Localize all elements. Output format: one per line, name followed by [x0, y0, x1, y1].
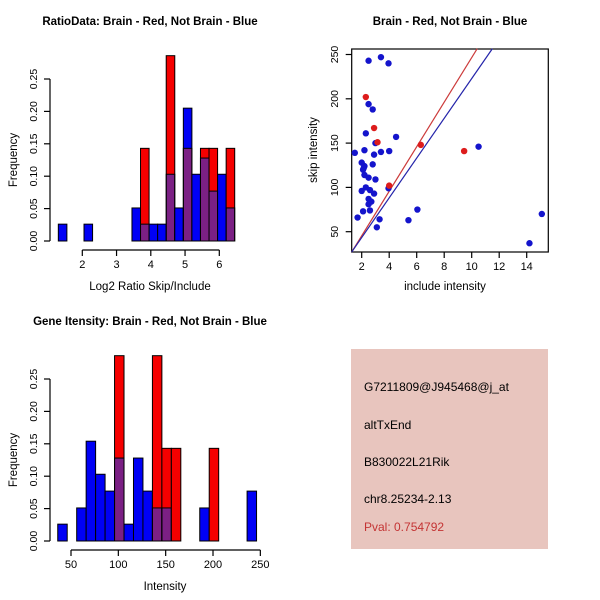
ratio-histogram-title: RatioData: Brain - Red, Not Brain - Blue	[42, 16, 258, 28]
hist-bar-blue	[124, 524, 133, 541]
gene-intensity-xlabel: Intensity	[143, 581, 187, 593]
scatter-point-blue	[526, 240, 532, 246]
x-tick-label: 14	[520, 261, 533, 273]
ratio-histogram-ylabel: Frequency	[8, 132, 20, 188]
y-tick-label: 100	[329, 178, 341, 197]
ratio-histogram-plot	[0, 0, 300, 300]
scatter-point-blue	[367, 207, 373, 213]
y-tick-label: 0.25	[28, 368, 40, 390]
scatter-point-blue	[360, 208, 366, 214]
x-tick-label: 6	[413, 261, 420, 273]
hist-bar-red	[171, 448, 180, 541]
scatter-point-red	[418, 142, 424, 148]
scatter-point-blue	[361, 165, 367, 171]
hist-bar-blue	[175, 208, 184, 241]
y-tick-label: 0.05	[28, 498, 40, 519]
scatter-point-blue	[363, 130, 369, 136]
scatter-point-blue	[386, 148, 392, 154]
scatter-point-red	[374, 139, 380, 145]
hist-bar-overlap	[166, 174, 175, 241]
x-tick-label: 2	[79, 259, 86, 271]
intensity-scatter-plot	[300, 0, 600, 300]
scatter-title: Brain - Red, Not Brain - Blue	[372, 16, 528, 28]
hist-bar-red	[141, 148, 150, 224]
hist-bar-blue	[96, 474, 105, 541]
y-tick-label: 200	[329, 90, 341, 108]
hist-bar-blue	[58, 524, 67, 541]
x-tick-label: 5	[181, 259, 189, 271]
scatter-point-blue	[374, 224, 380, 230]
x-tick-label: 2	[358, 261, 365, 273]
hist-bar-red	[200, 148, 209, 158]
scatter-xlabel: include intensity	[404, 281, 486, 293]
hist-bar-red	[209, 148, 218, 191]
scatter-point-blue	[378, 54, 384, 60]
scatter-point-blue	[371, 190, 377, 196]
hist-bar-blue	[218, 174, 227, 241]
hist-bar-blue	[149, 224, 158, 241]
scatter-point-blue	[378, 149, 384, 155]
y-tick-label: 0.15	[28, 133, 40, 155]
panel-ratio-histogram	[0, 0, 300, 300]
hist-bar-blue	[158, 224, 167, 241]
scatter-point-blue	[385, 60, 391, 66]
probe-id-text: G7211809@J945468@j_at	[364, 380, 509, 394]
panel-gene-intensity-histogram	[0, 300, 300, 600]
scatter-point-red	[386, 182, 392, 188]
y-tick-label: 0.05	[28, 198, 40, 219]
hist-bar-blue	[200, 508, 209, 541]
scatter-point-blue	[352, 150, 358, 156]
scatter-point-blue	[370, 106, 376, 112]
panel-annotation	[300, 300, 600, 600]
ratio-histogram-xlabel: Log2 Ratio Skip/Include	[89, 281, 211, 293]
hist-bar-overlap	[162, 508, 171, 541]
y-tick-label: 50	[329, 225, 341, 238]
hist-bar-overlap	[200, 158, 209, 241]
hist-bar-blue	[247, 491, 256, 541]
scatter-point-red	[363, 94, 369, 100]
scatter-point-blue	[371, 151, 377, 157]
x-tick-label: 150	[156, 559, 175, 571]
hist-bar-blue	[58, 224, 67, 241]
x-tick-label: 4	[386, 261, 393, 273]
scatter-point-blue	[361, 147, 367, 153]
scatter-point-blue	[354, 214, 360, 220]
y-tick-label: 0.10	[28, 165, 40, 187]
scatter-point-blue	[393, 134, 399, 140]
hist-bar-blue	[86, 441, 95, 541]
hist-bar-blue	[143, 491, 152, 541]
hist-bar-blue	[192, 174, 201, 241]
hist-bar-overlap	[209, 191, 218, 241]
gene-intensity-ylabel: Frequency	[8, 432, 20, 488]
x-tick-label: 200	[203, 559, 223, 571]
hist-bar-red	[209, 448, 218, 541]
scatter-point-blue	[372, 176, 378, 182]
scatter-point-blue	[365, 201, 371, 207]
x-tick-label: 8	[441, 261, 448, 273]
hist-bar-blue	[183, 108, 192, 148]
x-tick-label: 6	[216, 259, 223, 271]
x-tick-label: 4	[147, 259, 154, 271]
hist-bar-overlap	[152, 508, 161, 541]
scatter-point-blue	[539, 211, 545, 217]
x-tick-label: 250	[251, 559, 270, 571]
hist-bar-blue	[84, 224, 93, 241]
y-tick-label: 0.20	[28, 401, 40, 422]
gene-intensity-title: Gene Itensity: Brain - Red, Not Brain - Blue	[33, 316, 267, 328]
pval-text: Pval: 0.754792	[364, 520, 445, 534]
hist-bar-red	[152, 356, 161, 508]
y-tick-label: 0.20	[28, 101, 40, 122]
notbrain-regression-line	[352, 49, 493, 252]
scatter-point-blue	[365, 58, 371, 64]
event-type-text: altTxEnd	[364, 418, 412, 432]
hist-bar-blue	[105, 491, 114, 541]
y-tick-label: 0.10	[28, 465, 40, 487]
y-tick-label: 0.15	[28, 433, 40, 455]
hist-bar-red	[226, 148, 235, 208]
scatter-point-blue	[405, 217, 411, 223]
hist-bar-red	[115, 356, 124, 458]
scatter-point-blue	[365, 174, 371, 180]
hist-bar-overlap	[183, 148, 192, 241]
scatter-point-blue	[376, 216, 382, 222]
y-tick-label: 0.00	[28, 230, 40, 252]
x-tick-label: 12	[493, 261, 506, 273]
x-tick-label: 100	[109, 559, 128, 571]
x-tick-label: 3	[113, 259, 120, 271]
hist-bar-overlap	[115, 458, 124, 541]
scatter-point-blue	[475, 143, 481, 149]
x-tick-label: 50	[64, 559, 78, 571]
hist-bar-blue	[133, 458, 142, 541]
gene-intensity-plot	[0, 300, 300, 600]
scatter-point-blue	[414, 206, 420, 212]
annotation-box	[351, 349, 548, 549]
gene-symbol-text: B830022L21Rik	[364, 455, 450, 469]
hist-bar-blue	[77, 508, 86, 541]
hist-bar-blue	[132, 208, 141, 241]
hist-bar-red	[162, 448, 171, 508]
brain-regression-line	[352, 49, 478, 252]
panel-intensity-scatter	[300, 0, 600, 300]
scatter-ylabel: skip intensity	[308, 117, 320, 183]
scatter-point-blue	[370, 161, 376, 167]
y-tick-label: 0.00	[28, 530, 40, 552]
hist-bar-overlap	[226, 208, 235, 241]
hist-bar-red	[166, 56, 175, 175]
y-tick-label: 150	[329, 134, 341, 152]
y-tick-label: 0.25	[28, 68, 40, 90]
scatter-point-blue	[365, 101, 371, 107]
hist-bar-overlap	[141, 224, 150, 241]
scatter-point-red	[371, 125, 377, 131]
scatter-point-blue	[359, 188, 365, 194]
y-tick-label: 250	[329, 45, 341, 64]
location-text: chr8.25234-2.13	[364, 492, 452, 506]
x-tick-label: 10	[465, 261, 478, 273]
scatter-point-red	[461, 148, 467, 154]
